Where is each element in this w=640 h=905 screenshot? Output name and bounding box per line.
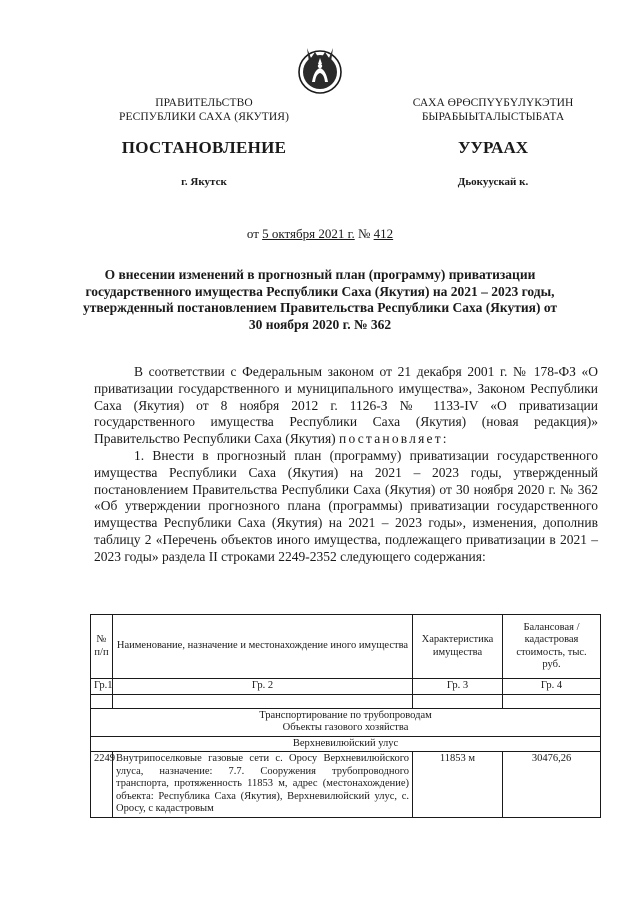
table-subsection-row — [91, 736, 601, 752]
government-name-sakha — [388, 96, 598, 124]
gov-name-ru-line2: РЕСПУБЛИКИ САХА (ЯКУТИЯ) — [118, 111, 289, 123]
number-label: № — [354, 226, 374, 241]
header-characteristic: Характеристика имущества — [413, 615, 503, 679]
section-gas: Объекты газового хозяйства — [282, 722, 409, 733]
header-value: Балансовая / кадастровая стоимость, тыс. руб. — [503, 615, 601, 679]
row-num: 2249 — [91, 752, 113, 818]
row-value: 30476,26 — [503, 752, 601, 818]
decree-date: 5 октября 2021 г. — [262, 226, 355, 241]
group-label-2: Гр. 2 — [113, 679, 413, 695]
city-sakha: Дьокуускай к. — [457, 176, 529, 188]
gov-name-ru-line1: ПРАВИТЕЛЬСТВО — [155, 97, 253, 109]
group-label-1: Гр.1 — [91, 679, 113, 695]
empty-cell — [91, 694, 113, 708]
document-body — [94, 364, 598, 566]
header-name: Наименование, назначение и местонахождение иного имущества — [113, 615, 413, 679]
gov-name-sakha-line2: БЫРАБЫЫТАЛЫСТЫБАТА — [421, 111, 565, 123]
empty-cell — [113, 694, 413, 708]
property-table — [90, 614, 601, 818]
table-row — [91, 752, 601, 818]
doc-type-ru: ПОСТАНОВЛЕНИЕ — [121, 138, 287, 157]
preamble-text: В соответствии с Федеральным законом от 21 декабря 2001 г. № 178-ФЗ «О приватизации государственного и муниципального имущества», Законом Республики Саха (Якутия) от 8 ноября 2012 г. 1126-З № 1133-IV «О приватизации государственного имущества Республики Саха (Якутия) (новая редакция)» Правительство Республики Саха (Якутия) — [94, 364, 598, 447]
date-prefix: от — [246, 226, 263, 241]
group-label-3: Гр. 3 — [413, 679, 503, 695]
document-title: О внесении изменений в прогнозный план (программу) приватизации государственного имущества Республики Саха (Якутия) на 2021 – 2023 годы, утвержденный постановлением Правительства Республики Саха (Якутия) от 30 ноября 2020 г. № 362 — [82, 267, 558, 332]
section-transport: Транспортирование по трубопроводам — [259, 709, 432, 721]
decree-date-line — [0, 226, 640, 242]
group-label-4: Гр. 4 — [503, 679, 601, 695]
row-name: Внутрипоселковые газовые сети с. Оросу Верхневилюйского улуса, назначение: 7.7. Сооружения трубопроводного транспорта, протяженность 11853 м, адрес (местонахождение) объекта: Республика Саха (Якутия), Верхневилюйский улус, с. Оросу, с кадастровым — [113, 752, 413, 818]
resolves-word: постановляет: — [339, 431, 449, 447]
paragraph-preamble — [94, 364, 598, 448]
table-group-row — [91, 679, 601, 695]
table-empty-row — [91, 694, 601, 708]
empty-cell — [503, 694, 601, 708]
government-name-ru — [104, 96, 304, 124]
table-header-row — [91, 615, 601, 679]
doc-type-sakha: УУРААХ — [458, 138, 528, 157]
emblem-icon — [297, 40, 343, 96]
decree-number: 412 — [373, 226, 394, 241]
header-num: № п/п — [91, 615, 113, 679]
section-heading — [91, 708, 601, 736]
paragraph-item-1: 1. Внести в прогнозный план (программу) приватизации государственного имущества Республики Саха (Якутия) на 2021 – 2023 годы, утвержденный постановлением Правительства Республики Саха (Якутия) от 30 ноября 2020 г. № 362 «Об утверждении прогнозного плана (программы) приватизации государственного имущества Республики Саха (Якутия) на 2021 – 2023 годы», изменения, дополнив таблицу 2 «Перечень объектов иного имущества, подлежащего приватизации в 2021 – 2023 годы» раздела II строками 2249-2352 следующего содержания: — [94, 447, 598, 564]
subsection-district: Верхневилюйский улус — [91, 736, 601, 752]
row-characteristic: 11853 м — [413, 752, 503, 818]
table-section-row — [91, 708, 601, 736]
city-ru: г. Якутск — [181, 176, 227, 188]
gov-name-sakha-line1: САХА ӨРӨСПҮҮБҮЛҮКЭТИН — [412, 97, 574, 109]
empty-cell — [413, 694, 503, 708]
